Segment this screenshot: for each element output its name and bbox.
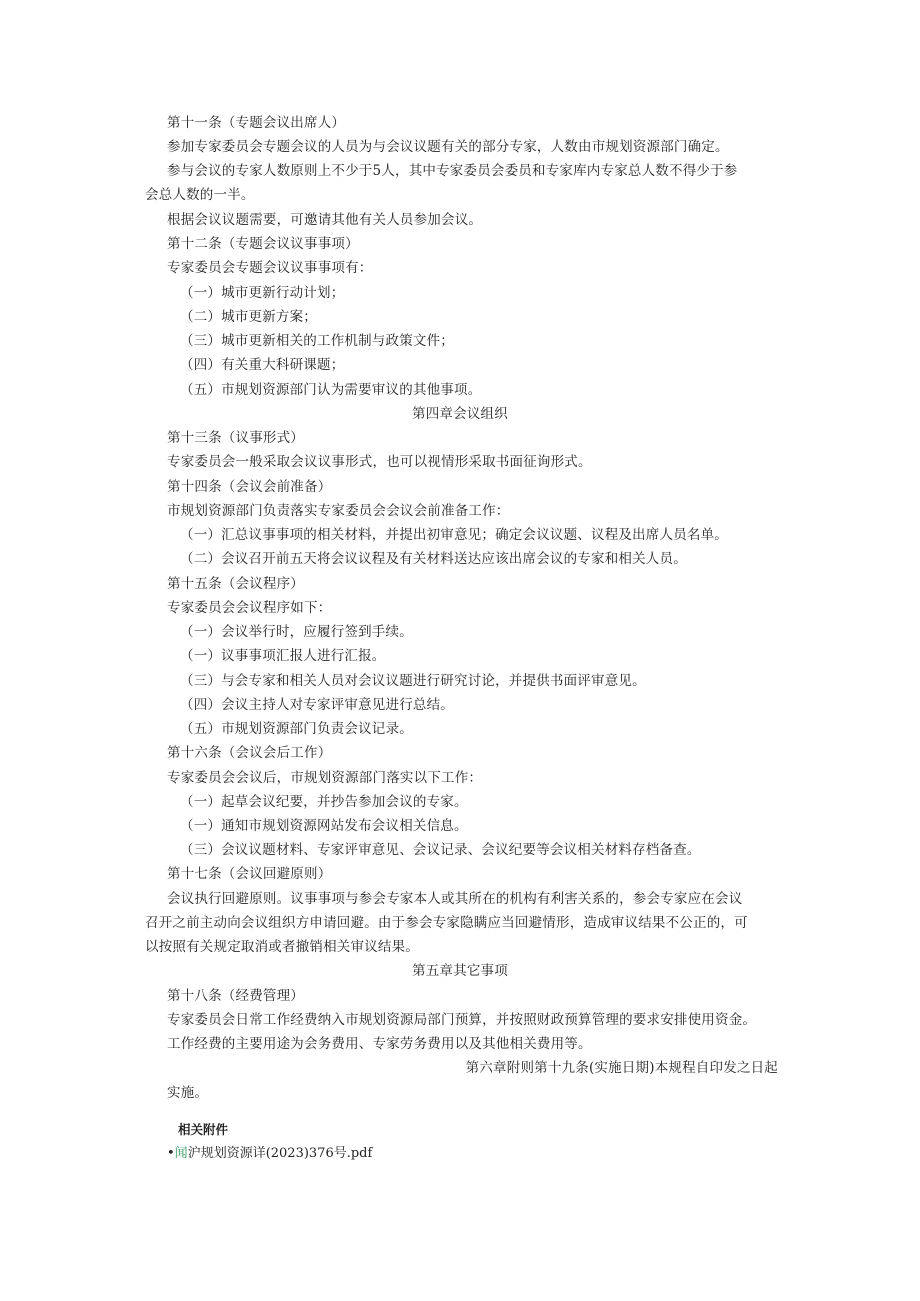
attachments-title: 相关附件 — [178, 1122, 229, 1137]
article-18-heading: 第十八条（经费管理） — [167, 988, 304, 1004]
list-item: （三）会议议题材料、专家评审意见、会议记录、会议纪要等会议相关材料存档备查。 — [180, 842, 701, 858]
paragraph: 专家委员会一般采取会议议事形式，也可以视情形采取书面征询形式。 — [167, 454, 592, 470]
list-item: （一）城市更新行动计划； — [180, 285, 345, 301]
paragraph: 市规划资源部门负责落实专家委员会会议会前准备工作： — [167, 503, 510, 519]
list-item: （一）议事事项汇报人进行汇报。 — [180, 648, 386, 664]
list-item: （一）汇总议事事项的相关材料，并提出初审意见；确定会议议题、议程及出席人员名单。 — [180, 527, 728, 543]
article-16-heading: 第十六条（会议会后工作） — [167, 745, 332, 761]
paragraph: 参加专家委员会专题会议的人员为与会议议题有关的部分专家，人数由市规划资源部门确定。 — [167, 139, 729, 155]
paragraph: 专家委员会会议程序如下： — [167, 600, 332, 616]
list-item: （一）起草会议纪要，并抄告参加会议的专家。 — [180, 794, 468, 810]
article-17-heading: 第十七条（会议回避原则） — [167, 866, 332, 882]
paragraph-continuation: 会总人数的一半。 — [145, 187, 255, 203]
article-12-heading: 第十二条（专题会议议事事项） — [167, 236, 359, 252]
attachment-item — [167, 1142, 372, 1161]
chapter-6-text: 第六章附则第十九条(实施日期)本规程自印发之日起 — [465, 1060, 778, 1076]
bullet-icon: • — [167, 1146, 175, 1161]
paragraph: 专家委员会日常工作经费纳入市规划资源局部门预算，并按照财政预算管理的要求安排使用资金。 — [167, 1012, 757, 1028]
list-item: （五）市规划资源部门负责会议记录。 — [180, 721, 413, 737]
list-item: （三）与会专家和相关人员对会议议题进行研究讨论，并提供书面评审意见。 — [180, 673, 646, 689]
list-item: （一）通知市规划资源网站发布会议相关信息。 — [180, 818, 468, 834]
list-item: （二）会议召开前五天将会议议程及有关材料送达应该出席会议的专家和相关人员。 — [180, 551, 687, 567]
article-13-heading: 第十三条（议事形式） — [167, 430, 304, 446]
list-item: （五）市规划资源部门认为需要审议的其他事项。 — [180, 382, 482, 398]
paragraph: 专家委员会会议后，市规划资源部门落实以下工作： — [167, 770, 483, 786]
paragraph-continuation: 以按照有关规定取消或者撤销相关审议结果。 — [145, 939, 419, 955]
article-15-heading: 第十五条（会议程序） — [167, 576, 304, 592]
chapter-4-heading: 第四章会议组织 — [412, 406, 508, 422]
list-item: （四）有关重大科研课题； — [180, 357, 345, 373]
list-item: （一）会议举行时，应履行签到手续。 — [180, 624, 413, 640]
attachment-link-filename[interactable]: 沪规划资源详(2023)376号.pdf — [187, 1146, 373, 1161]
paragraph-continuation: 召开之前主动向会议组织方申请回避。由于参会专家隐瞒应当回避情形，造成审议结果不公正的，可 — [145, 915, 748, 931]
list-item: （三）城市更新相关的工作机制与政策文件； — [180, 333, 454, 349]
paragraph: 会议执行回避原则。议事事项与参会专家本人或其所在的机构有利害关系的，参会专家应在会议 — [167, 891, 743, 907]
paragraph: 根据会议议题需要，可邀请其他有关人员参加会议。 — [167, 212, 483, 228]
article-14-heading: 第十四条（会议会前准备） — [167, 479, 332, 495]
attachment-link-prefix[interactable]: 闻 — [174, 1146, 188, 1161]
list-item: （二）城市更新方案； — [180, 309, 317, 325]
paragraph-continuation: 实施。 — [167, 1085, 209, 1101]
list-item: （四）会议主持人对专家评审意见进行总结。 — [180, 697, 454, 713]
paragraph: 工作经费的主要用途为会务费用、专家劳务费用以及其他相关费用等。 — [167, 1036, 592, 1052]
attachment-link[interactable] — [175, 1146, 373, 1161]
chapter-5-heading: 第五章其它事项 — [412, 963, 508, 979]
article-11-heading: 第十一条（专题会议出席人） — [167, 115, 346, 131]
paragraph: 专家委员会专题会议议事事项有： — [167, 260, 373, 276]
paragraph: 参与会议的专家人数原则上不少于5人，其中专家委员会委员和专家库内专家总人数不得少于参 — [167, 163, 738, 179]
